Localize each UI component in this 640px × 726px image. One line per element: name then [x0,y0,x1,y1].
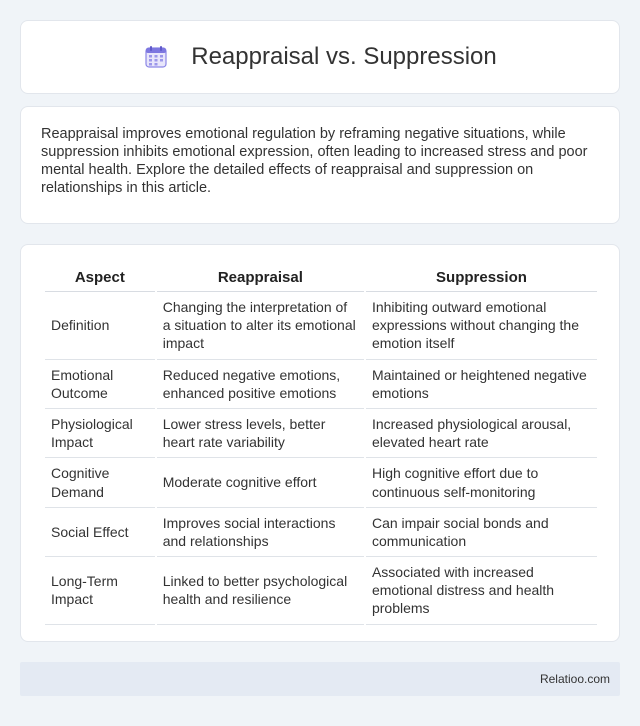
title-card [20,20,620,94]
row-suppression: Increased physiological arousal, elevated heart rate [366,409,597,458]
table-row [45,508,597,557]
row-suppression: Associated with increased emotional distress and health problems [366,557,597,625]
intro-text: Reappraisal improves emotional regulation by reframing negative situations, while suppression inhibits emotional expression, often leading to increased stress and poor mental health. Explore the detailed effects of reappraisal and suppression on relationships in this article. [41,126,588,197]
row-suppression: Inhibiting outward emotional expressions without changing the emotion itself [366,292,597,360]
table-row [45,557,597,625]
row-aspect: Definition [45,292,155,360]
row-reappraisal: Linked to better psychological health and resilience [157,557,364,625]
row-suppression: Maintained or heightened negative emotions [366,360,597,409]
table-row [45,409,597,458]
table-header-row [45,267,597,292]
column-header-suppression: Suppression [366,267,597,292]
row-reappraisal: Lower stress levels, better heart rate variability [157,409,364,458]
column-header-reappraisal: Reappraisal [157,267,364,292]
row-reappraisal: Moderate cognitive effort [157,458,364,507]
footer [20,662,620,696]
row-aspect: Cognitive Demand [45,458,155,507]
row-aspect: Emotional Outcome [45,360,155,409]
table-row [45,292,597,360]
comparison-card [20,244,620,642]
comparison-table [43,267,599,625]
row-reappraisal: Reduced negative emotions, enhanced positive emotions [157,360,364,409]
page-title: Reappraisal vs. Suppression [191,43,497,70]
table-row [45,458,597,507]
calendar-icon [143,44,169,70]
row-aspect: Physiological Impact [45,409,155,458]
footer-brand-link[interactable]: Relatioo.com [539,672,610,686]
row-aspect: Long-Term Impact [45,557,155,625]
row-aspect: Social Effect [45,508,155,557]
row-suppression: Can impair social bonds and communication [366,508,597,557]
row-reappraisal: Improves social interactions and relationships [157,508,364,557]
intro-card [20,106,620,224]
row-reappraisal: Changing the interpretation of a situation to alter its emotional impact [157,292,364,360]
row-suppression: High cognitive effort due to continuous self-monitoring [366,458,597,507]
column-header-aspect: Aspect [45,267,155,292]
table-row [45,360,597,409]
